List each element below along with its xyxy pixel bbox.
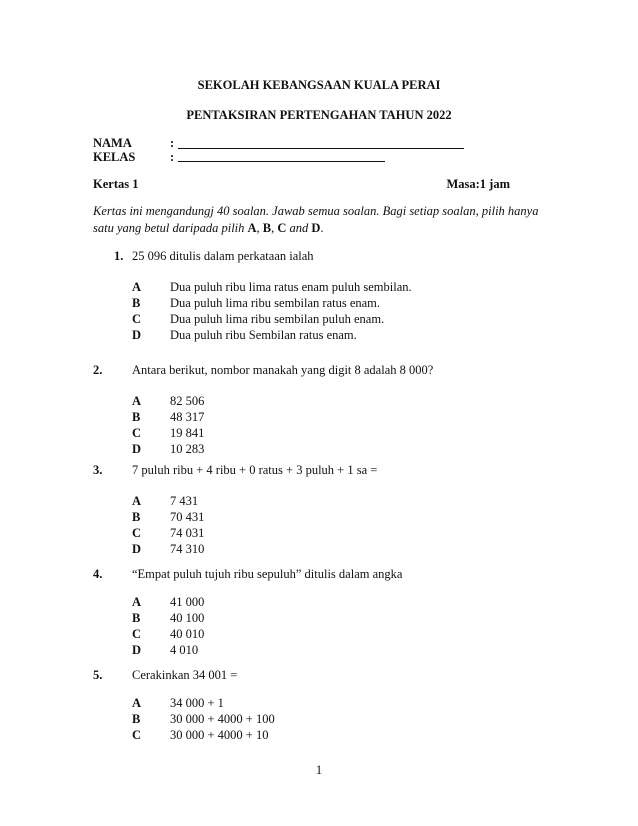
option-letter: B <box>132 296 141 310</box>
option-letter: A <box>132 595 142 609</box>
option-letter: B <box>132 410 141 424</box>
option-letter: A <box>132 696 142 710</box>
question-number: 5. <box>93 668 103 682</box>
nama-label: NAMA <box>93 136 132 150</box>
option-text: 10 283 <box>170 442 205 456</box>
option-letter: B <box>132 510 141 524</box>
option-text: Dua puluh ribu Sembilan ratus enam. <box>170 328 357 342</box>
option-text: 19 841 <box>170 426 205 440</box>
question-number: 3. <box>93 463 103 477</box>
question-text: 7 puluh ribu + 4 ribu + 0 ratus + 3 puluh + 1 sa = <box>132 463 378 477</box>
option-text: 41 000 <box>170 595 205 609</box>
option-letter: D <box>132 542 142 556</box>
option-text: 7 431 <box>170 494 199 508</box>
paper-time: Masa:1 jam <box>446 177 510 191</box>
instructions-line-1: Kertas ini mengandungj 40 soalan. Jawab semua soalan. Bagi setiap soalan, pilih hanya <box>93 204 539 218</box>
kelas-underline <box>178 161 385 162</box>
option-letter: C <box>132 728 142 742</box>
school-name: SEKOLAH KEBANGSAAN KUALA PERAI <box>197 78 441 92</box>
option-letter: A <box>132 394 142 408</box>
option-letter: C <box>132 312 142 326</box>
option-text: 40 100 <box>170 611 205 625</box>
option-text: Dua puluh lima ribu sembilan puluh enam. <box>170 312 385 326</box>
nama-underline <box>178 148 464 149</box>
option-text: 40 010 <box>170 627 205 641</box>
option-text: 4 010 <box>170 643 199 657</box>
option-text: 34 000 + 1 <box>170 696 224 710</box>
question-text: “Empat puluh tujuh ribu sepuluh” ditulis dalam angka <box>132 567 403 581</box>
option-text: 70 431 <box>170 510 205 524</box>
option-text: 30 000 + 4000 + 10 <box>170 728 269 742</box>
assessment-title: PENTAKSIRAN PERTENGAHAN TAHUN 2022 <box>186 108 452 122</box>
option-letter: A <box>132 494 142 508</box>
nama-colon: : <box>170 136 175 150</box>
option-letter: B <box>132 712 141 726</box>
option-text: Dua puluh lima ribu sembilan ratus enam. <box>170 296 381 310</box>
option-text: 74 310 <box>170 542 205 556</box>
question-text: Cerakinkan 34 001 = <box>132 668 238 682</box>
option-letter: A <box>132 280 142 294</box>
question-text: Antara berikut, nombor manakah yang digit 8 adalah 8 000? <box>132 363 434 377</box>
kelas-label: KELAS <box>93 150 136 164</box>
paper-name: Kertas 1 <box>93 177 139 191</box>
option-letter: D <box>132 643 142 657</box>
option-letter: D <box>132 442 142 456</box>
option-letter: C <box>132 426 142 440</box>
instructions-line-2: satu yang betul daripada pilih A, B, C and D. <box>93 221 324 235</box>
option-letter: C <box>132 526 142 540</box>
kelas-colon: : <box>170 150 175 164</box>
option-letter: D <box>132 328 142 342</box>
page-number: 1 <box>315 763 323 777</box>
question-number: 1. <box>114 249 124 263</box>
question-number: 2. <box>93 363 103 377</box>
option-letter: B <box>132 611 141 625</box>
option-text: 48 317 <box>170 410 205 424</box>
question-text: 25 096 ditulis dalam perkataan ialah <box>132 249 314 263</box>
option-text: 30 000 + 4000 + 100 <box>170 712 275 726</box>
option-text: 74 031 <box>170 526 205 540</box>
option-text: 82 506 <box>170 394 205 408</box>
question-number: 4. <box>93 567 103 581</box>
option-text: Dua puluh ribu lima ratus enam puluh sembilan. <box>170 280 412 294</box>
option-letter: C <box>132 627 142 641</box>
